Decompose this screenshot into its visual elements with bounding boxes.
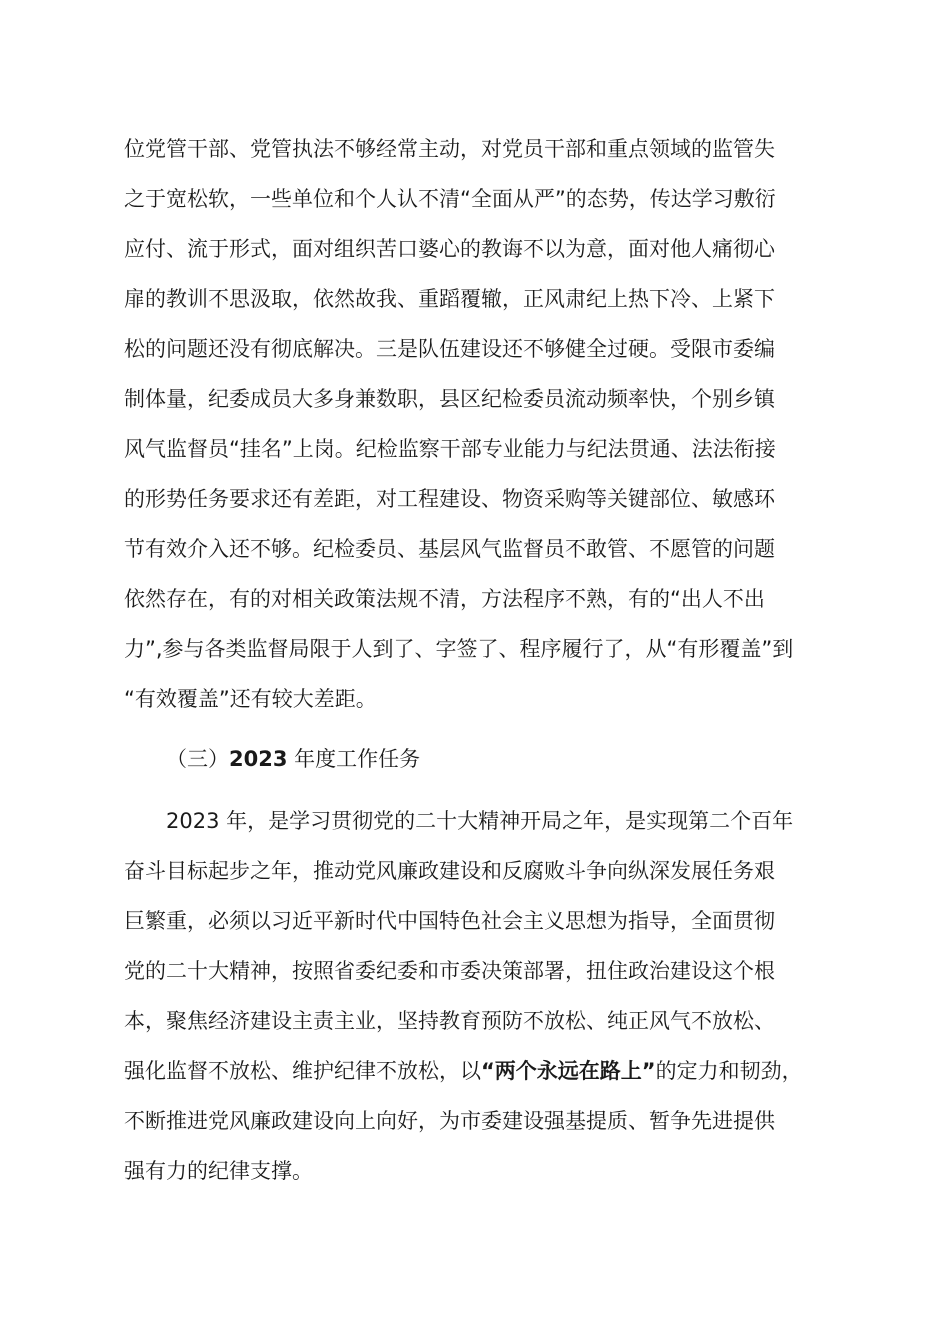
paragraph-line: 之于宽松软，一些单位和个人认不清“全面从严”的态势，传达学习敷衍 — [124, 187, 776, 211]
paragraph-line: 奋斗目标起步之年，推动党风廉政建设和反腐败斗争向纵深发展任务艰 — [124, 859, 775, 883]
section-heading-suffix: 年度工作任务 — [287, 747, 421, 771]
bold-quote: “两个永远在路上” — [481, 1059, 656, 1083]
paragraph-line: 力”,参与各类监督局限于人到了、字签了、程序履行了，从“有形覆盖”到 — [124, 637, 794, 661]
section-heading-prefix: （三） — [166, 747, 229, 771]
paragraph-line: 不断推进党风廉政建设向上向好，为市委建设强基提质、暂争先进提供 — [124, 1109, 775, 1133]
paragraph-line: 扉的教训不思汲取，依然故我、重蹈覆辙，正风肃纪上热下冷、上紧下 — [124, 287, 775, 311]
paragraph-line: 的形势任务要求还有差距，对工程建设、物资采购等关键部位、敏感环 — [124, 487, 775, 511]
paragraph-line: 制体量，纪委成员大多身兼数职，县区纪检委员流动频率快，个别乡镇 — [124, 387, 775, 411]
paragraph-line: 党的二十大精神，按照省委纪委和市委决策部署，扭住政治建设这个根 — [124, 959, 775, 983]
paragraph-line — [124, 1056, 803, 1086]
paragraph-line: 巨繁重，必须以习近平新时代中国特色社会主义思想为指导，全面贯彻 — [124, 909, 775, 933]
paragraph-line: 本，聚焦经济建设主责主业，坚持教育预防不放松、纯正风气不放松、 — [124, 1009, 775, 1033]
paragraph-line: 强有力的纪律支撑。 — [124, 1159, 313, 1183]
line-text-after: 的定力和韧劲， — [655, 1059, 803, 1083]
paragraph-line: 节有效介入还不够。纪检委员、基层风气监督员不敢管、不愿管的问题 — [124, 537, 775, 561]
line-text-before: 强化监督不放松、维护纪律不放松，以 — [124, 1059, 481, 1083]
paragraph-line: “有效覆盖”还有较大差距。 — [124, 687, 377, 711]
paragraph-line: 应付、流于形式，面对组织苦口婆心的教诲不以为意，面对他人痛彻心 — [124, 237, 775, 261]
section-heading-year: 2023 — [229, 747, 288, 771]
paragraph-line: 松的问题还没有彻底解决。三是队伍建设还不够健全过硬。受限市委编 — [124, 337, 775, 361]
paragraph-line: 风气监督员“挂名”上岗。纪检监察干部专业能力与纪法贯通、法法衔接 — [124, 437, 776, 461]
paragraph-line: 2023 年，是学习贯彻党的二十大精神开局之年，是实现第二个百年 — [166, 809, 794, 833]
paragraph-line: 依然存在，有的对相关政策法规不清，方法程序不熟，有的“出人不出 — [124, 587, 765, 611]
paragraph-line: 位党管干部、党管执法不够经常主动，对党员干部和重点领域的监管失 — [124, 137, 775, 161]
section-heading — [166, 744, 420, 774]
